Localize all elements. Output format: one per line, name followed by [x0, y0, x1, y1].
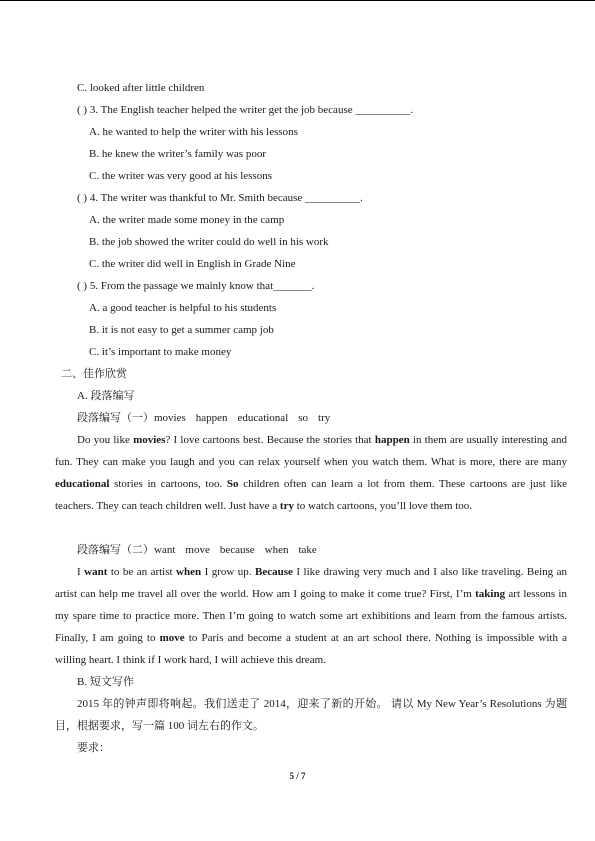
text-run: I like drawing very much and I also like traveling. Being an artist can help me travel all over the world. How am I going to make it come true? First, I’m	[55, 566, 567, 601]
question-5: ( ) 5. From the passage we mainly know that_______.	[77, 280, 315, 292]
q5-option-b: B. it is not easy to get a summer camp job	[89, 324, 274, 336]
paragraph-2-title-line	[77, 543, 317, 557]
text-run: I grow up.	[201, 566, 256, 578]
text-run: ? I love cartoons best. Because the stories that	[165, 434, 375, 446]
keyword: move	[185, 544, 210, 556]
keyword: movies	[154, 412, 186, 424]
paragraph-2-text	[55, 561, 567, 676]
keyword-bold: educational	[55, 478, 110, 491]
keyword-bold: taking	[475, 588, 506, 601]
q4-option-c: C. the writer did well in English in Grade Nine	[89, 258, 296, 270]
q3-option-c: C. the writer was very good at his lessons	[89, 170, 272, 182]
keyword: want	[154, 544, 176, 556]
keyword-bold: want	[84, 566, 108, 578]
q3-option-a: A. he wanted to help the writer with his lessons	[89, 126, 298, 138]
text-run: to Paris and become a student at an art school there. Nothing is impossible with a willing heart. I think if I work hard, I will achieve this dream.	[55, 632, 567, 667]
paragraph-2-keywords	[154, 544, 317, 556]
q2-option-c: C. looked after little children	[77, 82, 205, 94]
keyword-bold: So	[226, 478, 239, 491]
paragraph-1-keywords	[154, 412, 330, 424]
q3-option-b: B. he knew the writer’s family was poor	[89, 148, 266, 160]
keyword-bold: movies	[133, 434, 166, 446]
keyword-bold: move	[159, 632, 185, 645]
q5-option-a: A. a good teacher is helpful to his students	[89, 302, 277, 314]
text-run: Do you like	[77, 434, 134, 446]
question-4: ( ) 4. The writer was thankful to Mr. Smith because __________.	[77, 192, 363, 204]
keyword-bold: happen	[374, 434, 410, 446]
keyword: happen	[195, 412, 228, 424]
keyword-bold: when	[176, 566, 202, 578]
keyword: so	[298, 412, 309, 424]
top-rule	[0, 0, 595, 1]
page-number: 5 / 7	[289, 771, 306, 781]
part-b-prompt: 2015 年的钟声即将响起。我们送走了 2014，迎来了新的开始。 请以 My New Year’s Resolutions 为题目，根据要求，写一篇 100 词左右的作文。	[55, 698, 567, 733]
keyword: take	[298, 544, 317, 556]
part-b-heading: B. 短文写作	[77, 676, 134, 688]
paragraph-2-title: 段落编写（二）	[77, 544, 154, 556]
q5-option-c: C. it’s important to make money	[89, 346, 232, 358]
keyword: educational	[237, 412, 289, 424]
paragraph-1-title: 段落编写（一）	[77, 412, 154, 424]
text-run: I	[77, 566, 85, 578]
keyword: when	[264, 544, 289, 556]
text-run: to be an artist	[107, 566, 177, 578]
section-2-heading: 二、佳作欣赏	[61, 368, 127, 380]
paragraph-1-text	[55, 429, 567, 544]
part-a-heading: A. 段落编写	[77, 390, 135, 402]
requirements-label: 要求：	[77, 742, 110, 754]
text-run: children often can learn a lot from them. These cartoons are just like teachers. They can teach children well. Just have a	[55, 478, 567, 513]
keyword-bold: Because	[255, 566, 293, 578]
question-3: ( ) 3. The English teacher helped the writer get the job because __________.	[77, 104, 414, 116]
text-run: in them are usually interesting and fun. They can make you laugh and you can relax yourself when you watch them. What is more, there are many	[55, 434, 567, 469]
keyword-bold: try	[279, 500, 294, 513]
q4-option-b: B. the job showed the writer could do well in his work	[89, 236, 329, 248]
paragraph-1-title-line	[77, 411, 330, 425]
q4-option-a: A. the writer made some money in the camp	[89, 214, 285, 226]
text-run: to watch cartoons, you’ll love them too.	[293, 500, 473, 513]
keyword: try	[318, 412, 331, 424]
text-run: art lessons in my spare time to practice more. Then I’m going to watch some art exhibitions and learn from the famous artists. Finally, I am going to	[55, 588, 567, 645]
keyword: because	[219, 544, 255, 556]
text-run: stories in cartoons, too.	[109, 478, 227, 491]
